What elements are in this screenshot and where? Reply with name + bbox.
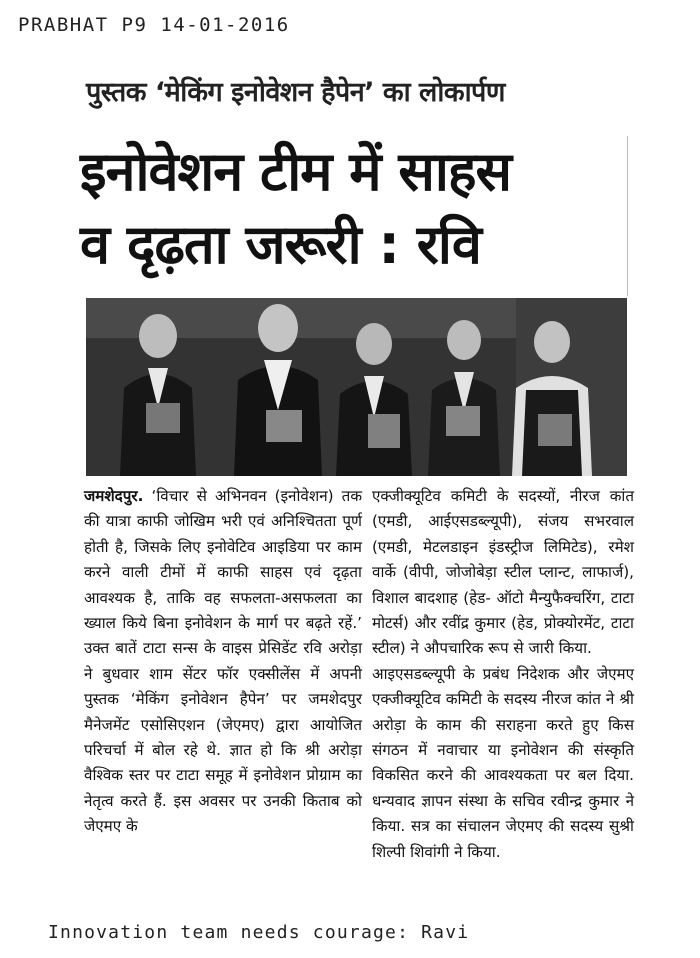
headline-line-2: व दृढ़ता जरूरी : रवि <box>80 213 481 276</box>
body-paragraph-1: एक्जीक्यूटिव कमिटी के सदस्यों, नीरज कांत (एमडी, आईएसडब्ल्यूपी), संजय सभरवाल (एमडी, मेटलडाइन इंडस्ट्रीज लिमिटेड), रमेश वार्के (वीपी, जोजोबेड़ा स्टील प्लान्ट, लाफार्ज), विशाल बादशाह (हेड- ऑटो मैन्युफैक्चरिंग, टाटा मोटर्स) और रवींद्र कुमार (हेड, प्रोक्योरमेंट, टाटा स्टील) ने औपचारिक रूप से जारी किया. <box>372 487 634 658</box>
news-photo <box>86 298 627 476</box>
body-paragraph-2: आइएसडब्ल्यूपी के प्रबंध निदेशक और जेएमए एक्जीक्यूटिव कमिटी के सदस्य नीरज कांत ने श्री अरोड़ा के काम की सराहना करते हुए किस संगठन में नवाचार या इनोवेशन की संस्कृति विकसित करने की आवश्यकता पर बल दिया. धन्यवाद ज्ञापन संस्था के सचिव रवीन्द्र कुमार ने किया. सत्र का संचालन जेएमए की सदस्य सुश्री शिल्पी शिवांगी ने किया. <box>372 664 634 861</box>
column-rule <box>627 136 628 296</box>
translation-caption: Innovation team needs courage: Ravi <box>48 922 470 943</box>
article-body-right <box>372 484 634 865</box>
headline-line-1: इनोवेशन टीम में साहस <box>80 140 512 203</box>
body-text-left: ‘विचार से अभिनवन (इनोवेशन) तक की यात्रा काफी जोखिम भरी एवं अनिश्चितता पूर्ण होती है, जिसके लिए इनोवेटिव आइडिया पर काम करने वाली टीमों में काफी साहस एवं दृढ़ता आवश्यक है, ताकि वह सफलता-असफलता का ख्याल किये बिना इनोवेशन के मार्ग पर बढ़ते रहें.’ उक्त बातें टाटा सन्स के वाइस प्रेसिडेंट रवि अरोड़ा ने बुधवार शाम सेंटर फॉर एक्सीलेंस में अपनी पुस्तक ‘मेकिंग इनोवेशन हैपेन’ पर जमशेदपुर मैनेजमेंट एसोसिएशन (जेएमए) द्वारा आयोजित परिचर्चा में बोल रहे थे. ज्ञात हो कि श्री अरोड़ा वैश्विक स्तर पर टाटा समूह में इनोवेशन प्रोग्राम का नेतृत्व करते हैं. इस अवसर पर उनकी किताब को जेएमए के <box>84 487 363 836</box>
source-line: PRABHAT P9 14-01-2016 <box>18 14 290 36</box>
kicker-headline: पुस्तक ‘मेकिंग इनोवेशन हैपेन’ का लोकार्पण <box>86 77 505 108</box>
group-photo-icon <box>86 298 627 476</box>
dateline: जमशेदपुर. <box>84 487 144 505</box>
article-body-left <box>84 484 362 840</box>
